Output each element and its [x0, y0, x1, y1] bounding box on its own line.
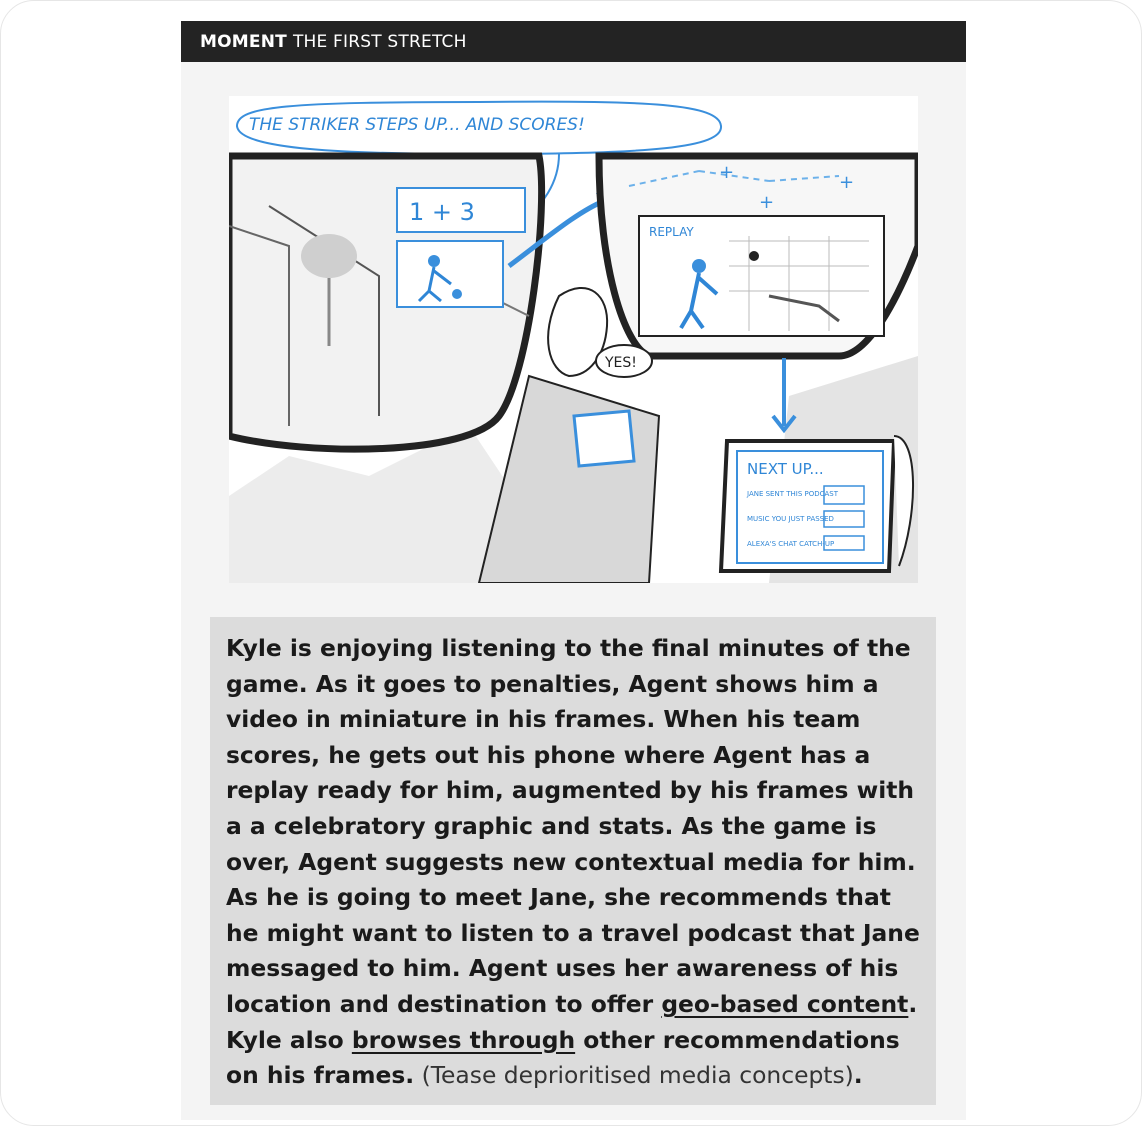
- caption-text: other recommendations on his frames.: [226, 1025, 900, 1090]
- score-overlay: 1 + 3: [409, 198, 475, 226]
- phone-item: MUSIC YOU JUST PASSED: [747, 515, 834, 523]
- replay-label: REPLAY: [649, 225, 694, 239]
- header-label: THE FIRST STRETCH: [292, 31, 467, 52]
- storyboard-sketch: [229, 96, 918, 583]
- caption-text: . Kyle also: [226, 989, 918, 1054]
- svg-text:+: +: [839, 172, 855, 193]
- left-lens: [229, 156, 542, 449]
- phone: [721, 436, 913, 571]
- caption-end: .: [853, 1061, 863, 1090]
- geo-based-content-link[interactable]: geo-based content: [661, 989, 909, 1018]
- caption-note: (Tease deprioritised media concepts): [414, 1061, 854, 1090]
- moment-header: [181, 21, 966, 62]
- phone-item: JANE SENT THIS PODCAST: [747, 490, 839, 498]
- phone-title: NEXT UP...: [747, 460, 824, 478]
- speech-text: THE STRIKER STEPS UP... AND SCORES!: [249, 115, 585, 135]
- svg-text:+: +: [719, 162, 735, 183]
- phone-item: ALEXA'S CHAT CATCH-UP: [747, 540, 835, 548]
- right-lens: [599, 156, 918, 356]
- moment-description: [210, 617, 936, 1105]
- moment-card: [181, 21, 966, 1120]
- header-label-strong: MOMENT: [200, 31, 287, 52]
- browses-through-link[interactable]: browses through: [351, 1025, 576, 1054]
- caption-text: Kyle is enjoying listening to the final minutes of the game. As it goes to penalties, Agent shows him a video in miniature in his frames. When his team scores, he gets out his phone where Agent has a replay ready for him, augmented by his frames with a a celebratory graphic and stats. As the game is over, Agent suggests new contextual media for him. As he is going to meet Jane, she recommends that he might want to listen to a travel podcast that Jane messaged to him. Agent uses her awareness of his location and destination to offer: [226, 634, 920, 1018]
- yes-exclamation: YES!: [605, 355, 637, 371]
- svg-text:+: +: [759, 192, 775, 213]
